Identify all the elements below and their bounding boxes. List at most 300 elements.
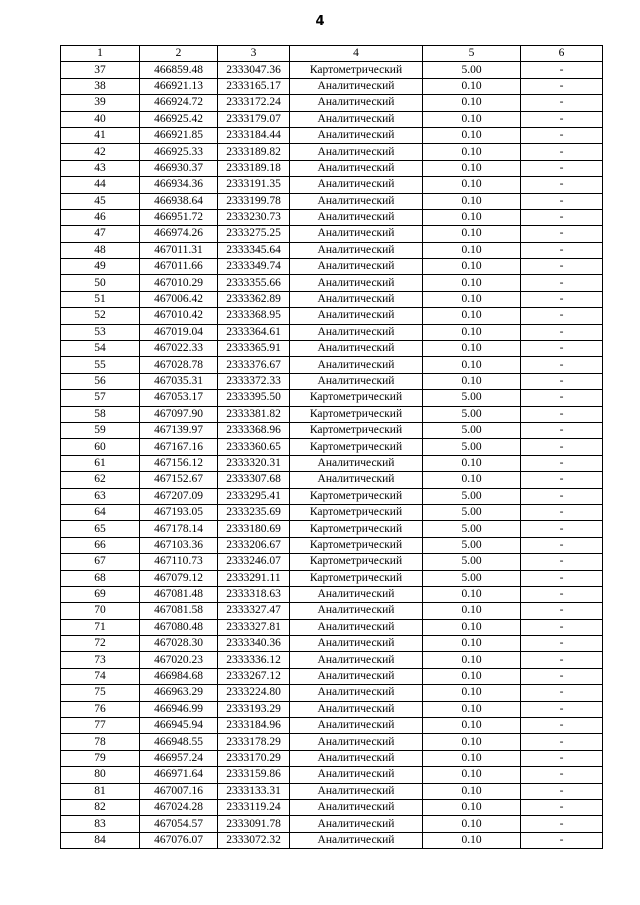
table-row	[61, 455, 603, 471]
accuracy-cell: 0.10	[423, 127, 521, 143]
description-cell: -	[521, 177, 603, 193]
point-number-cell: 78	[61, 734, 140, 750]
table-row	[61, 504, 603, 520]
y-coordinate-cell: 2333307.68	[218, 472, 290, 488]
y-coordinate-cell: 2333368.96	[218, 422, 290, 438]
description-cell: -	[521, 144, 603, 160]
accuracy-cell: 5.00	[423, 488, 521, 504]
accuracy-cell: 0.10	[423, 275, 521, 291]
point-number-cell: 48	[61, 242, 140, 258]
description-cell: -	[521, 357, 603, 373]
accuracy-cell: 0.10	[423, 652, 521, 668]
x-coordinate-cell: 467022.33	[140, 341, 218, 357]
point-number-cell: 63	[61, 488, 140, 504]
x-coordinate-cell: 466924.72	[140, 95, 218, 111]
description-cell: -	[521, 422, 603, 438]
method-cell: Аналитический	[290, 127, 423, 143]
method-cell: Аналитический	[290, 734, 423, 750]
x-coordinate-cell: 467020.23	[140, 652, 218, 668]
x-coordinate-cell: 467006.42	[140, 291, 218, 307]
point-number-cell: 68	[61, 570, 140, 586]
y-coordinate-cell: 2333364.61	[218, 324, 290, 340]
x-coordinate-cell: 467010.29	[140, 275, 218, 291]
method-cell: Аналитический	[290, 750, 423, 766]
y-coordinate-cell: 2333327.81	[218, 619, 290, 635]
method-cell: Картометрический	[290, 422, 423, 438]
x-coordinate-cell: 466925.33	[140, 144, 218, 160]
description-cell: -	[521, 767, 603, 783]
description-cell: -	[521, 259, 603, 275]
y-coordinate-cell: 2333189.18	[218, 160, 290, 176]
method-cell: Аналитический	[290, 308, 423, 324]
point-number-cell: 69	[61, 586, 140, 602]
y-coordinate-cell: 2333184.96	[218, 718, 290, 734]
table-row	[61, 390, 603, 406]
table-row	[61, 636, 603, 652]
table-row	[61, 799, 603, 815]
description-cell: -	[521, 324, 603, 340]
x-coordinate-cell: 467167.16	[140, 439, 218, 455]
x-coordinate-cell: 466859.48	[140, 62, 218, 78]
description-cell: -	[521, 570, 603, 586]
description-cell: -	[521, 111, 603, 127]
accuracy-cell: 0.10	[423, 734, 521, 750]
point-number-cell: 44	[61, 177, 140, 193]
point-number-cell: 43	[61, 160, 140, 176]
y-coordinate-cell: 2333320.31	[218, 455, 290, 471]
method-cell: Аналитический	[290, 324, 423, 340]
y-coordinate-cell: 2333381.82	[218, 406, 290, 422]
accuracy-cell: 0.10	[423, 160, 521, 176]
x-coordinate-cell: 467080.48	[140, 619, 218, 635]
table-row	[61, 783, 603, 799]
method-cell: Картометрический	[290, 390, 423, 406]
table-row	[61, 488, 603, 504]
table-row	[61, 472, 603, 488]
column-header: 2	[140, 46, 218, 62]
point-number-cell: 75	[61, 685, 140, 701]
table-row	[61, 373, 603, 389]
accuracy-cell: 0.10	[423, 226, 521, 242]
accuracy-cell: 0.10	[423, 668, 521, 684]
point-number-cell: 38	[61, 78, 140, 94]
accuracy-cell: 0.10	[423, 259, 521, 275]
accuracy-cell: 5.00	[423, 406, 521, 422]
description-cell: -	[521, 636, 603, 652]
x-coordinate-cell: 466984.68	[140, 668, 218, 684]
method-cell: Картометрический	[290, 488, 423, 504]
point-number-cell: 76	[61, 701, 140, 717]
method-cell: Картометрический	[290, 406, 423, 422]
point-number-cell: 50	[61, 275, 140, 291]
point-number-cell: 56	[61, 373, 140, 389]
y-coordinate-cell: 2333365.91	[218, 341, 290, 357]
column-header: 5	[423, 46, 521, 62]
y-coordinate-cell: 2333327.47	[218, 603, 290, 619]
accuracy-cell: 0.10	[423, 193, 521, 209]
x-coordinate-cell: 467097.90	[140, 406, 218, 422]
accuracy-cell: 0.10	[423, 832, 521, 848]
accuracy-cell: 0.10	[423, 685, 521, 701]
point-number-cell: 71	[61, 619, 140, 635]
description-cell: -	[521, 668, 603, 684]
y-coordinate-cell: 2333119.24	[218, 799, 290, 815]
x-coordinate-cell: 467081.48	[140, 586, 218, 602]
table-row	[61, 750, 603, 766]
method-cell: Картометрический	[290, 570, 423, 586]
point-number-cell: 61	[61, 455, 140, 471]
x-coordinate-cell: 466945.94	[140, 718, 218, 734]
description-cell: -	[521, 160, 603, 176]
point-number-cell: 82	[61, 799, 140, 815]
point-number-cell: 84	[61, 832, 140, 848]
x-coordinate-cell: 467028.30	[140, 636, 218, 652]
accuracy-cell: 5.00	[423, 504, 521, 520]
table-row	[61, 259, 603, 275]
table-row	[61, 62, 603, 78]
accuracy-cell: 0.10	[423, 783, 521, 799]
x-coordinate-cell: 467103.36	[140, 537, 218, 553]
x-coordinate-cell: 467079.12	[140, 570, 218, 586]
point-number-cell: 41	[61, 127, 140, 143]
y-coordinate-cell: 2333395.50	[218, 390, 290, 406]
y-coordinate-cell: 2333295.41	[218, 488, 290, 504]
method-cell: Аналитический	[290, 160, 423, 176]
point-number-cell: 70	[61, 603, 140, 619]
table-row	[61, 357, 603, 373]
point-number-cell: 54	[61, 341, 140, 357]
accuracy-cell: 0.10	[423, 586, 521, 602]
description-cell: -	[521, 718, 603, 734]
y-coordinate-cell: 2333189.82	[218, 144, 290, 160]
column-header: 4	[290, 46, 423, 62]
table-row	[61, 734, 603, 750]
point-number-cell: 51	[61, 291, 140, 307]
accuracy-cell: 5.00	[423, 570, 521, 586]
point-number-cell: 81	[61, 783, 140, 799]
method-cell: Аналитический	[290, 586, 423, 602]
method-cell: Аналитический	[290, 357, 423, 373]
y-coordinate-cell: 2333180.69	[218, 521, 290, 537]
point-number-cell: 42	[61, 144, 140, 160]
x-coordinate-cell: 467139.97	[140, 422, 218, 438]
table-row	[61, 341, 603, 357]
description-cell: -	[521, 685, 603, 701]
x-coordinate-cell: 467193.05	[140, 504, 218, 520]
accuracy-cell: 0.10	[423, 373, 521, 389]
x-coordinate-cell: 466921.13	[140, 78, 218, 94]
description-cell: -	[521, 472, 603, 488]
description-cell: -	[521, 799, 603, 815]
table-row	[61, 193, 603, 209]
method-cell: Аналитический	[290, 668, 423, 684]
point-number-cell: 49	[61, 259, 140, 275]
method-cell: Аналитический	[290, 455, 423, 471]
method-cell: Аналитический	[290, 767, 423, 783]
point-number-cell: 46	[61, 209, 140, 225]
description-cell: -	[521, 308, 603, 324]
x-coordinate-cell: 467011.66	[140, 259, 218, 275]
method-cell: Аналитический	[290, 603, 423, 619]
table-row	[61, 537, 603, 553]
y-coordinate-cell: 2333133.31	[218, 783, 290, 799]
method-cell: Аналитический	[290, 832, 423, 848]
x-coordinate-cell: 466963.29	[140, 685, 218, 701]
method-cell: Аналитический	[290, 259, 423, 275]
x-coordinate-cell: 466930.37	[140, 160, 218, 176]
accuracy-cell: 0.10	[423, 308, 521, 324]
x-coordinate-cell: 467207.09	[140, 488, 218, 504]
accuracy-cell: 0.10	[423, 767, 521, 783]
y-coordinate-cell: 2333267.12	[218, 668, 290, 684]
column-header: 1	[61, 46, 140, 62]
table-row	[61, 242, 603, 258]
y-coordinate-cell: 2333072.32	[218, 832, 290, 848]
y-coordinate-cell: 2333340.36	[218, 636, 290, 652]
accuracy-cell: 0.10	[423, 816, 521, 832]
description-cell: -	[521, 209, 603, 225]
accuracy-cell: 0.10	[423, 209, 521, 225]
table-row	[61, 832, 603, 848]
point-number-cell: 66	[61, 537, 140, 553]
table-row	[61, 78, 603, 94]
table-row	[61, 160, 603, 176]
point-number-cell: 47	[61, 226, 140, 242]
table-row	[61, 685, 603, 701]
x-coordinate-cell: 466974.26	[140, 226, 218, 242]
method-cell: Аналитический	[290, 111, 423, 127]
point-number-cell: 57	[61, 390, 140, 406]
method-cell: Аналитический	[290, 78, 423, 94]
table-row	[61, 275, 603, 291]
x-coordinate-cell: 467024.28	[140, 799, 218, 815]
point-number-cell: 55	[61, 357, 140, 373]
method-cell: Аналитический	[290, 242, 423, 258]
method-cell: Аналитический	[290, 619, 423, 635]
method-cell: Аналитический	[290, 701, 423, 717]
x-coordinate-cell: 466925.42	[140, 111, 218, 127]
table-body	[61, 62, 603, 849]
table-row	[61, 177, 603, 193]
table-row	[61, 521, 603, 537]
y-coordinate-cell: 2333349.74	[218, 259, 290, 275]
point-number-cell: 59	[61, 422, 140, 438]
y-coordinate-cell: 2333178.29	[218, 734, 290, 750]
description-cell: -	[521, 603, 603, 619]
x-coordinate-cell: 466971.64	[140, 767, 218, 783]
description-cell: -	[521, 619, 603, 635]
description-cell: -	[521, 390, 603, 406]
method-cell: Аналитический	[290, 209, 423, 225]
y-coordinate-cell: 2333191.35	[218, 177, 290, 193]
x-coordinate-cell: 467156.12	[140, 455, 218, 471]
table-row	[61, 586, 603, 602]
accuracy-cell: 0.10	[423, 144, 521, 160]
point-number-cell: 80	[61, 767, 140, 783]
method-cell: Картометрический	[290, 439, 423, 455]
y-coordinate-cell: 2333362.89	[218, 291, 290, 307]
y-coordinate-cell: 2333318.63	[218, 586, 290, 602]
y-coordinate-cell: 2333172.24	[218, 95, 290, 111]
description-cell: -	[521, 242, 603, 258]
y-coordinate-cell: 2333159.86	[218, 767, 290, 783]
point-number-cell: 67	[61, 554, 140, 570]
x-coordinate-cell: 467076.07	[140, 832, 218, 848]
description-cell: -	[521, 488, 603, 504]
x-coordinate-cell: 467028.78	[140, 357, 218, 373]
accuracy-cell: 0.10	[423, 95, 521, 111]
table-row	[61, 668, 603, 684]
x-coordinate-cell: 467010.42	[140, 308, 218, 324]
table-row	[61, 619, 603, 635]
y-coordinate-cell: 2333224.80	[218, 685, 290, 701]
y-coordinate-cell: 2333246.07	[218, 554, 290, 570]
method-cell: Аналитический	[290, 193, 423, 209]
table-row	[61, 701, 603, 717]
accuracy-cell: 0.10	[423, 177, 521, 193]
description-cell: -	[521, 78, 603, 94]
method-cell: Картометрический	[290, 504, 423, 520]
y-coordinate-cell: 2333199.78	[218, 193, 290, 209]
description-cell: -	[521, 701, 603, 717]
description-cell: -	[521, 341, 603, 357]
description-cell: -	[521, 750, 603, 766]
table-row	[61, 308, 603, 324]
y-coordinate-cell: 2333235.69	[218, 504, 290, 520]
x-coordinate-cell: 467053.17	[140, 390, 218, 406]
accuracy-cell: 5.00	[423, 537, 521, 553]
method-cell: Аналитический	[290, 177, 423, 193]
description-cell: -	[521, 275, 603, 291]
accuracy-cell: 0.10	[423, 636, 521, 652]
table-row	[61, 209, 603, 225]
method-cell: Аналитический	[290, 799, 423, 815]
accuracy-cell: 0.10	[423, 324, 521, 340]
description-cell: -	[521, 127, 603, 143]
coordinates-table	[60, 45, 603, 849]
x-coordinate-cell: 466946.99	[140, 701, 218, 717]
accuracy-cell: 0.10	[423, 718, 521, 734]
x-coordinate-cell: 467019.04	[140, 324, 218, 340]
description-cell: -	[521, 439, 603, 455]
accuracy-cell: 5.00	[423, 62, 521, 78]
y-coordinate-cell: 2333360.65	[218, 439, 290, 455]
point-number-cell: 79	[61, 750, 140, 766]
table-row	[61, 226, 603, 242]
accuracy-cell: 0.10	[423, 78, 521, 94]
point-number-cell: 74	[61, 668, 140, 684]
x-coordinate-cell: 466951.72	[140, 209, 218, 225]
table-row	[61, 767, 603, 783]
method-cell: Картометрический	[290, 521, 423, 537]
table-row	[61, 406, 603, 422]
table-header	[61, 46, 603, 62]
column-header: 6	[521, 46, 603, 62]
x-coordinate-cell: 467007.16	[140, 783, 218, 799]
method-cell: Аналитический	[290, 636, 423, 652]
y-coordinate-cell: 2333345.64	[218, 242, 290, 258]
accuracy-cell: 0.10	[423, 242, 521, 258]
point-number-cell: 53	[61, 324, 140, 340]
point-number-cell: 65	[61, 521, 140, 537]
table-row	[61, 570, 603, 586]
method-cell: Аналитический	[290, 652, 423, 668]
description-cell: -	[521, 226, 603, 242]
y-coordinate-cell: 2333376.67	[218, 357, 290, 373]
x-coordinate-cell: 467178.14	[140, 521, 218, 537]
method-cell: Аналитический	[290, 341, 423, 357]
y-coordinate-cell: 2333165.17	[218, 78, 290, 94]
point-number-cell: 73	[61, 652, 140, 668]
accuracy-cell: 5.00	[423, 521, 521, 537]
x-coordinate-cell: 467035.31	[140, 373, 218, 389]
x-coordinate-cell: 467054.57	[140, 816, 218, 832]
table-row	[61, 324, 603, 340]
method-cell: Аналитический	[290, 816, 423, 832]
x-coordinate-cell: 467081.58	[140, 603, 218, 619]
point-number-cell: 72	[61, 636, 140, 652]
x-coordinate-cell: 467011.31	[140, 242, 218, 258]
description-cell: -	[521, 455, 603, 471]
column-header: 3	[218, 46, 290, 62]
y-coordinate-cell: 2333206.67	[218, 537, 290, 553]
description-cell: -	[521, 554, 603, 570]
method-cell: Аналитический	[290, 95, 423, 111]
accuracy-cell: 0.10	[423, 341, 521, 357]
accuracy-cell: 0.10	[423, 603, 521, 619]
table-row	[61, 718, 603, 734]
y-coordinate-cell: 2333372.33	[218, 373, 290, 389]
description-cell: -	[521, 816, 603, 832]
accuracy-cell: 0.10	[423, 111, 521, 127]
page-number: 4	[315, 14, 325, 29]
x-coordinate-cell: 466948.55	[140, 734, 218, 750]
description-cell: -	[521, 406, 603, 422]
description-cell: -	[521, 734, 603, 750]
accuracy-cell: 0.10	[423, 455, 521, 471]
table-row	[61, 603, 603, 619]
method-cell: Аналитический	[290, 685, 423, 701]
description-cell: -	[521, 783, 603, 799]
table-row	[61, 291, 603, 307]
table-row	[61, 652, 603, 668]
y-coordinate-cell: 2333091.78	[218, 816, 290, 832]
point-number-cell: 40	[61, 111, 140, 127]
y-coordinate-cell: 2333291.11	[218, 570, 290, 586]
accuracy-cell: 0.10	[423, 472, 521, 488]
description-cell: -	[521, 652, 603, 668]
method-cell: Аналитический	[290, 144, 423, 160]
point-number-cell: 52	[61, 308, 140, 324]
y-coordinate-cell: 2333179.07	[218, 111, 290, 127]
method-cell: Картометрический	[290, 62, 423, 78]
method-cell: Аналитический	[290, 291, 423, 307]
x-coordinate-cell: 466934.36	[140, 177, 218, 193]
accuracy-cell: 0.10	[423, 357, 521, 373]
table-row	[61, 554, 603, 570]
accuracy-cell: 0.10	[423, 799, 521, 815]
accuracy-cell: 0.10	[423, 291, 521, 307]
description-cell: -	[521, 373, 603, 389]
table-row	[61, 144, 603, 160]
x-coordinate-cell: 466957.24	[140, 750, 218, 766]
description-cell: -	[521, 193, 603, 209]
x-coordinate-cell: 467110.73	[140, 554, 218, 570]
accuracy-cell: 0.10	[423, 750, 521, 766]
method-cell: Аналитический	[290, 275, 423, 291]
description-cell: -	[521, 537, 603, 553]
description-cell: -	[521, 832, 603, 848]
